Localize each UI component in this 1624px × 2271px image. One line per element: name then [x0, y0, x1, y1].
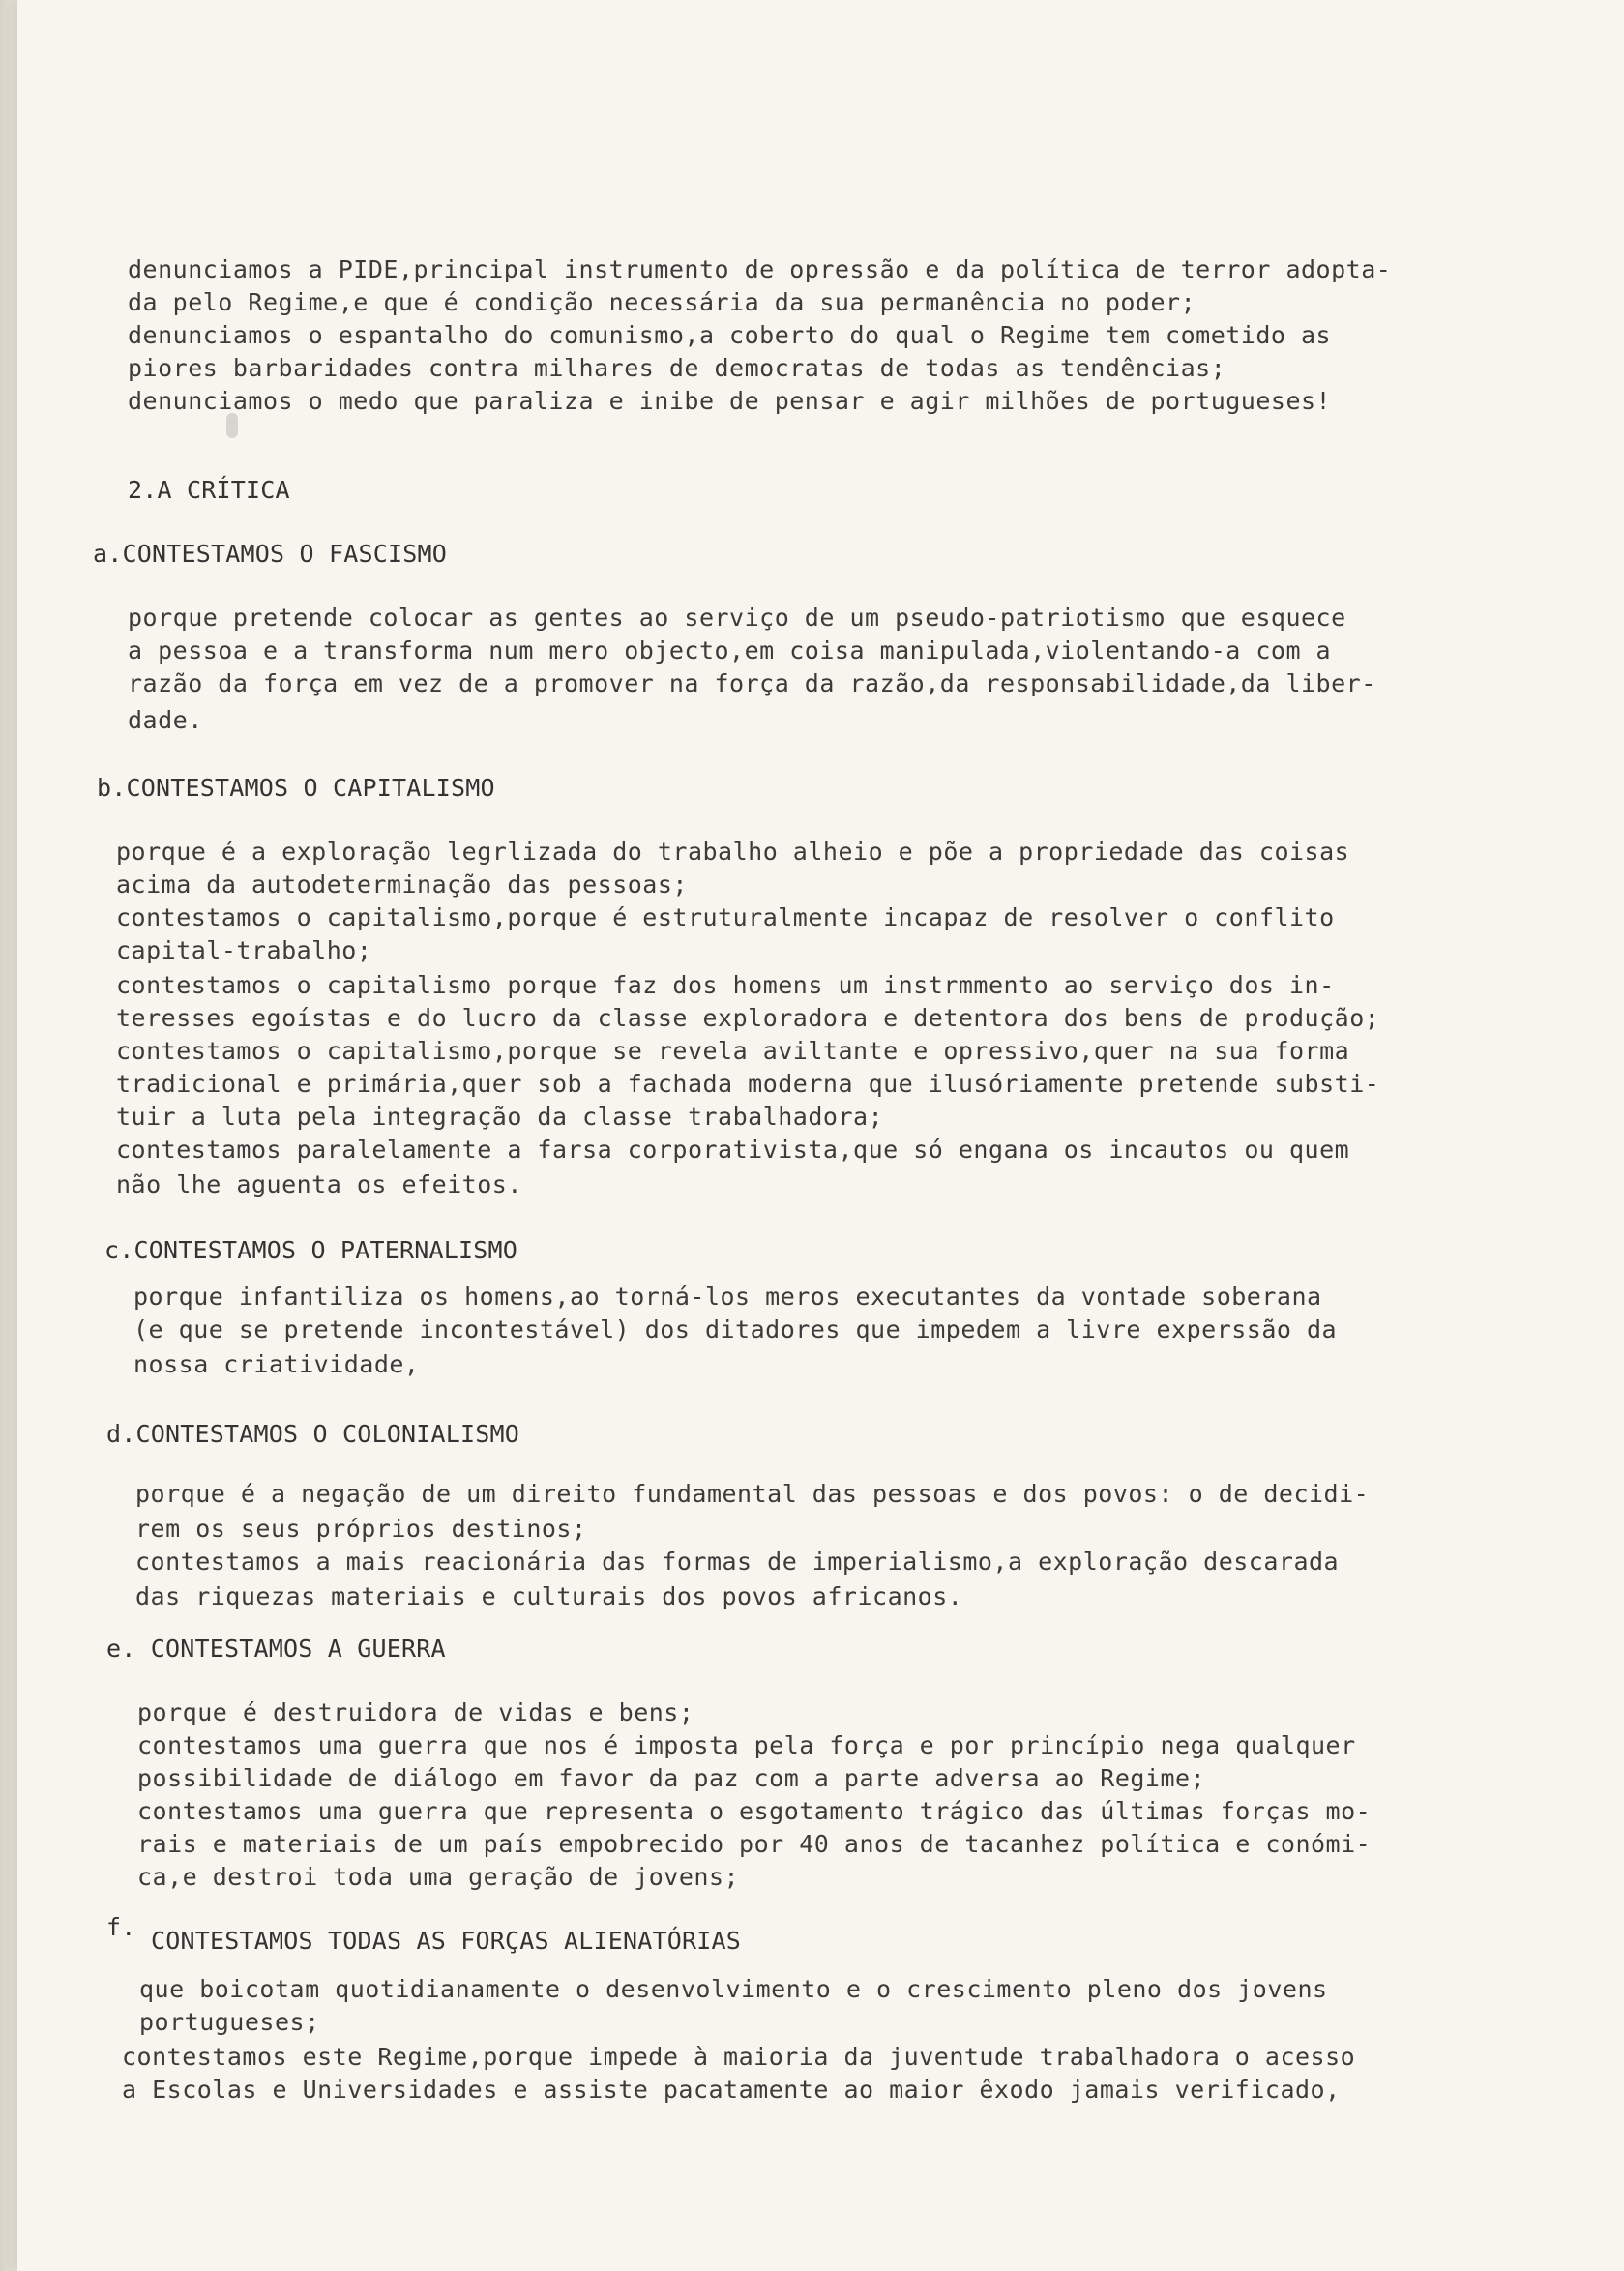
paragraph-line: nossa criatividade,: [133, 1350, 420, 1378]
paragraph-line: contestamos o capitalismo,porque se revela aviltante e opressivo,quer na sua forma: [116, 1037, 1350, 1065]
heading-forcas-alienatorias: CONTESTAMOS TODAS AS FORÇAS ALIENATÓRIAS: [151, 1927, 742, 1955]
paragraph-line: acima da autodeterminação das pessoas;: [116, 870, 688, 899]
paragraph-line: capital-trabalho;: [116, 936, 372, 964]
paragraph-line: porque pretende colocar as gentes ao serviço de um pseudo-patriotismo que esquece: [128, 604, 1346, 632]
paragraph-line: contestamos o capitalismo porque faz dos homens um instrmmento ao serviço dos in-: [116, 971, 1335, 999]
paragraph-line: contestamos uma guerra que representa o esgotamento trágico das últimas forças mo-: [137, 1797, 1372, 1825]
paragraph-line: portugueses;: [139, 2008, 320, 2036]
paragraph-line: dade.: [128, 706, 203, 734]
section-marker-f: f.: [106, 1913, 136, 1941]
paragraph-line: tradicional e primária,quer sob a fachada moderna que ilusóriamente pretende substi-: [116, 1070, 1380, 1098]
paragraph-line: porque é destruidora de vidas e bens;: [137, 1698, 694, 1726]
paragraph-line: contestamos uma guerra que nos é imposta pela força e por princípio nega qualquer: [137, 1731, 1356, 1759]
paragraph-line: contestamos a mais reacionária das formas de imperialismo,a exploração descarada: [135, 1548, 1340, 1576]
paragraph-line: contestamos o capitalismo,porque é estruturalmente incapaz de resolver o conflito: [116, 903, 1335, 931]
intro-line: da pelo Regime,e que é condição necessária da sua permanência no poder;: [128, 288, 1196, 316]
paragraph-line: razão da força em vez de a promover na força da razão,da responsabilidade,da liber-: [128, 669, 1376, 697]
intro-line: denunciamos a PIDE,principal instrumento de opressão e da política de terror adopta-: [128, 255, 1392, 283]
heading-capitalismo: b.CONTESTAMOS O CAPITALISMO: [97, 774, 495, 802]
paragraph-line: ca,e destroi toda uma geração de jovens;: [137, 1863, 740, 1891]
paragraph-line: porque infantiliza os homens,ao torná-los meros executantes da vontade soberana: [133, 1283, 1322, 1311]
intro-line: denunciamos o espantalho do comunismo,a coberto do qual o Regime tem cometido as: [128, 321, 1332, 349]
paragraph-line: contestamos paralelamente a farsa corporativista,que só engana os incautos ou quem: [116, 1136, 1350, 1164]
paragraph-line: tuir a luta pela integração da classe trabalhadora;: [116, 1103, 884, 1131]
paragraph-line: (e que se pretende incontestável) dos ditadores que impedem a livre experssão da: [133, 1315, 1338, 1343]
ink-smudge: [226, 413, 238, 438]
paragraph-line: porque é a exploração legrlizada do trabalho alheio e põe a propriedade das coisas: [116, 838, 1350, 866]
heading-paternalismo: c.CONTESTAMOS O PATERNALISMO: [104, 1236, 518, 1264]
heading-fascismo: a.CONTESTAMOS O FASCISMO: [93, 540, 448, 568]
intro-line: piores barbaridades contra milhares de democratas de todas as tendências;: [128, 354, 1226, 382]
paragraph-line: a pessoa e a transforma num mero objecto,em coisa manipulada,violentando-a com a: [128, 636, 1332, 664]
paragraph-line: porque é a negação de um direito fundamental das pessoas e dos povos: o de decidi-: [135, 1480, 1370, 1508]
paragraph-line: possibilidade de diálogo em favor da paz com a parte adversa ao Regime;: [137, 1764, 1206, 1792]
page-edge: [0, 0, 17, 2271]
document-page: [17, 0, 1624, 2271]
heading-guerra: e. CONTESTAMOS A GUERRA: [106, 1635, 446, 1663]
paragraph-line: que boicotam quotidianamente o desenvolvimento e o crescimento pleno dos jovens: [139, 1975, 1328, 2003]
paragraph-line: a Escolas e Universidades e assiste pacatamente ao maior êxodo jamais verificado,: [122, 2076, 1341, 2104]
section-title: 2.A CRÍTICA: [128, 476, 290, 504]
paragraph-line: não lhe aguenta os efeitos.: [116, 1170, 522, 1198]
paragraph-line: das riquezas materiais e culturais dos povos africanos.: [135, 1582, 963, 1610]
paragraph-line: contestamos este Regime,porque impede à maioria da juventude trabalhadora o acesso: [122, 2043, 1356, 2071]
intro-line: denunciamos o medo que paraliza e inibe de pensar e agir milhões de portugueses!: [128, 387, 1332, 415]
paragraph-line: teresses egoístas e do lucro da classe exploradora e detentora dos bens de produção;: [116, 1004, 1380, 1032]
paragraph-line: rem os seus próprios destinos;: [135, 1515, 587, 1543]
heading-colonialismo: d.CONTESTAMOS O COLONIALISMO: [106, 1420, 520, 1448]
paragraph-line: rais e materiais de um país empobrecido por 40 anos de tacanhez política e conómi-: [137, 1830, 1372, 1858]
